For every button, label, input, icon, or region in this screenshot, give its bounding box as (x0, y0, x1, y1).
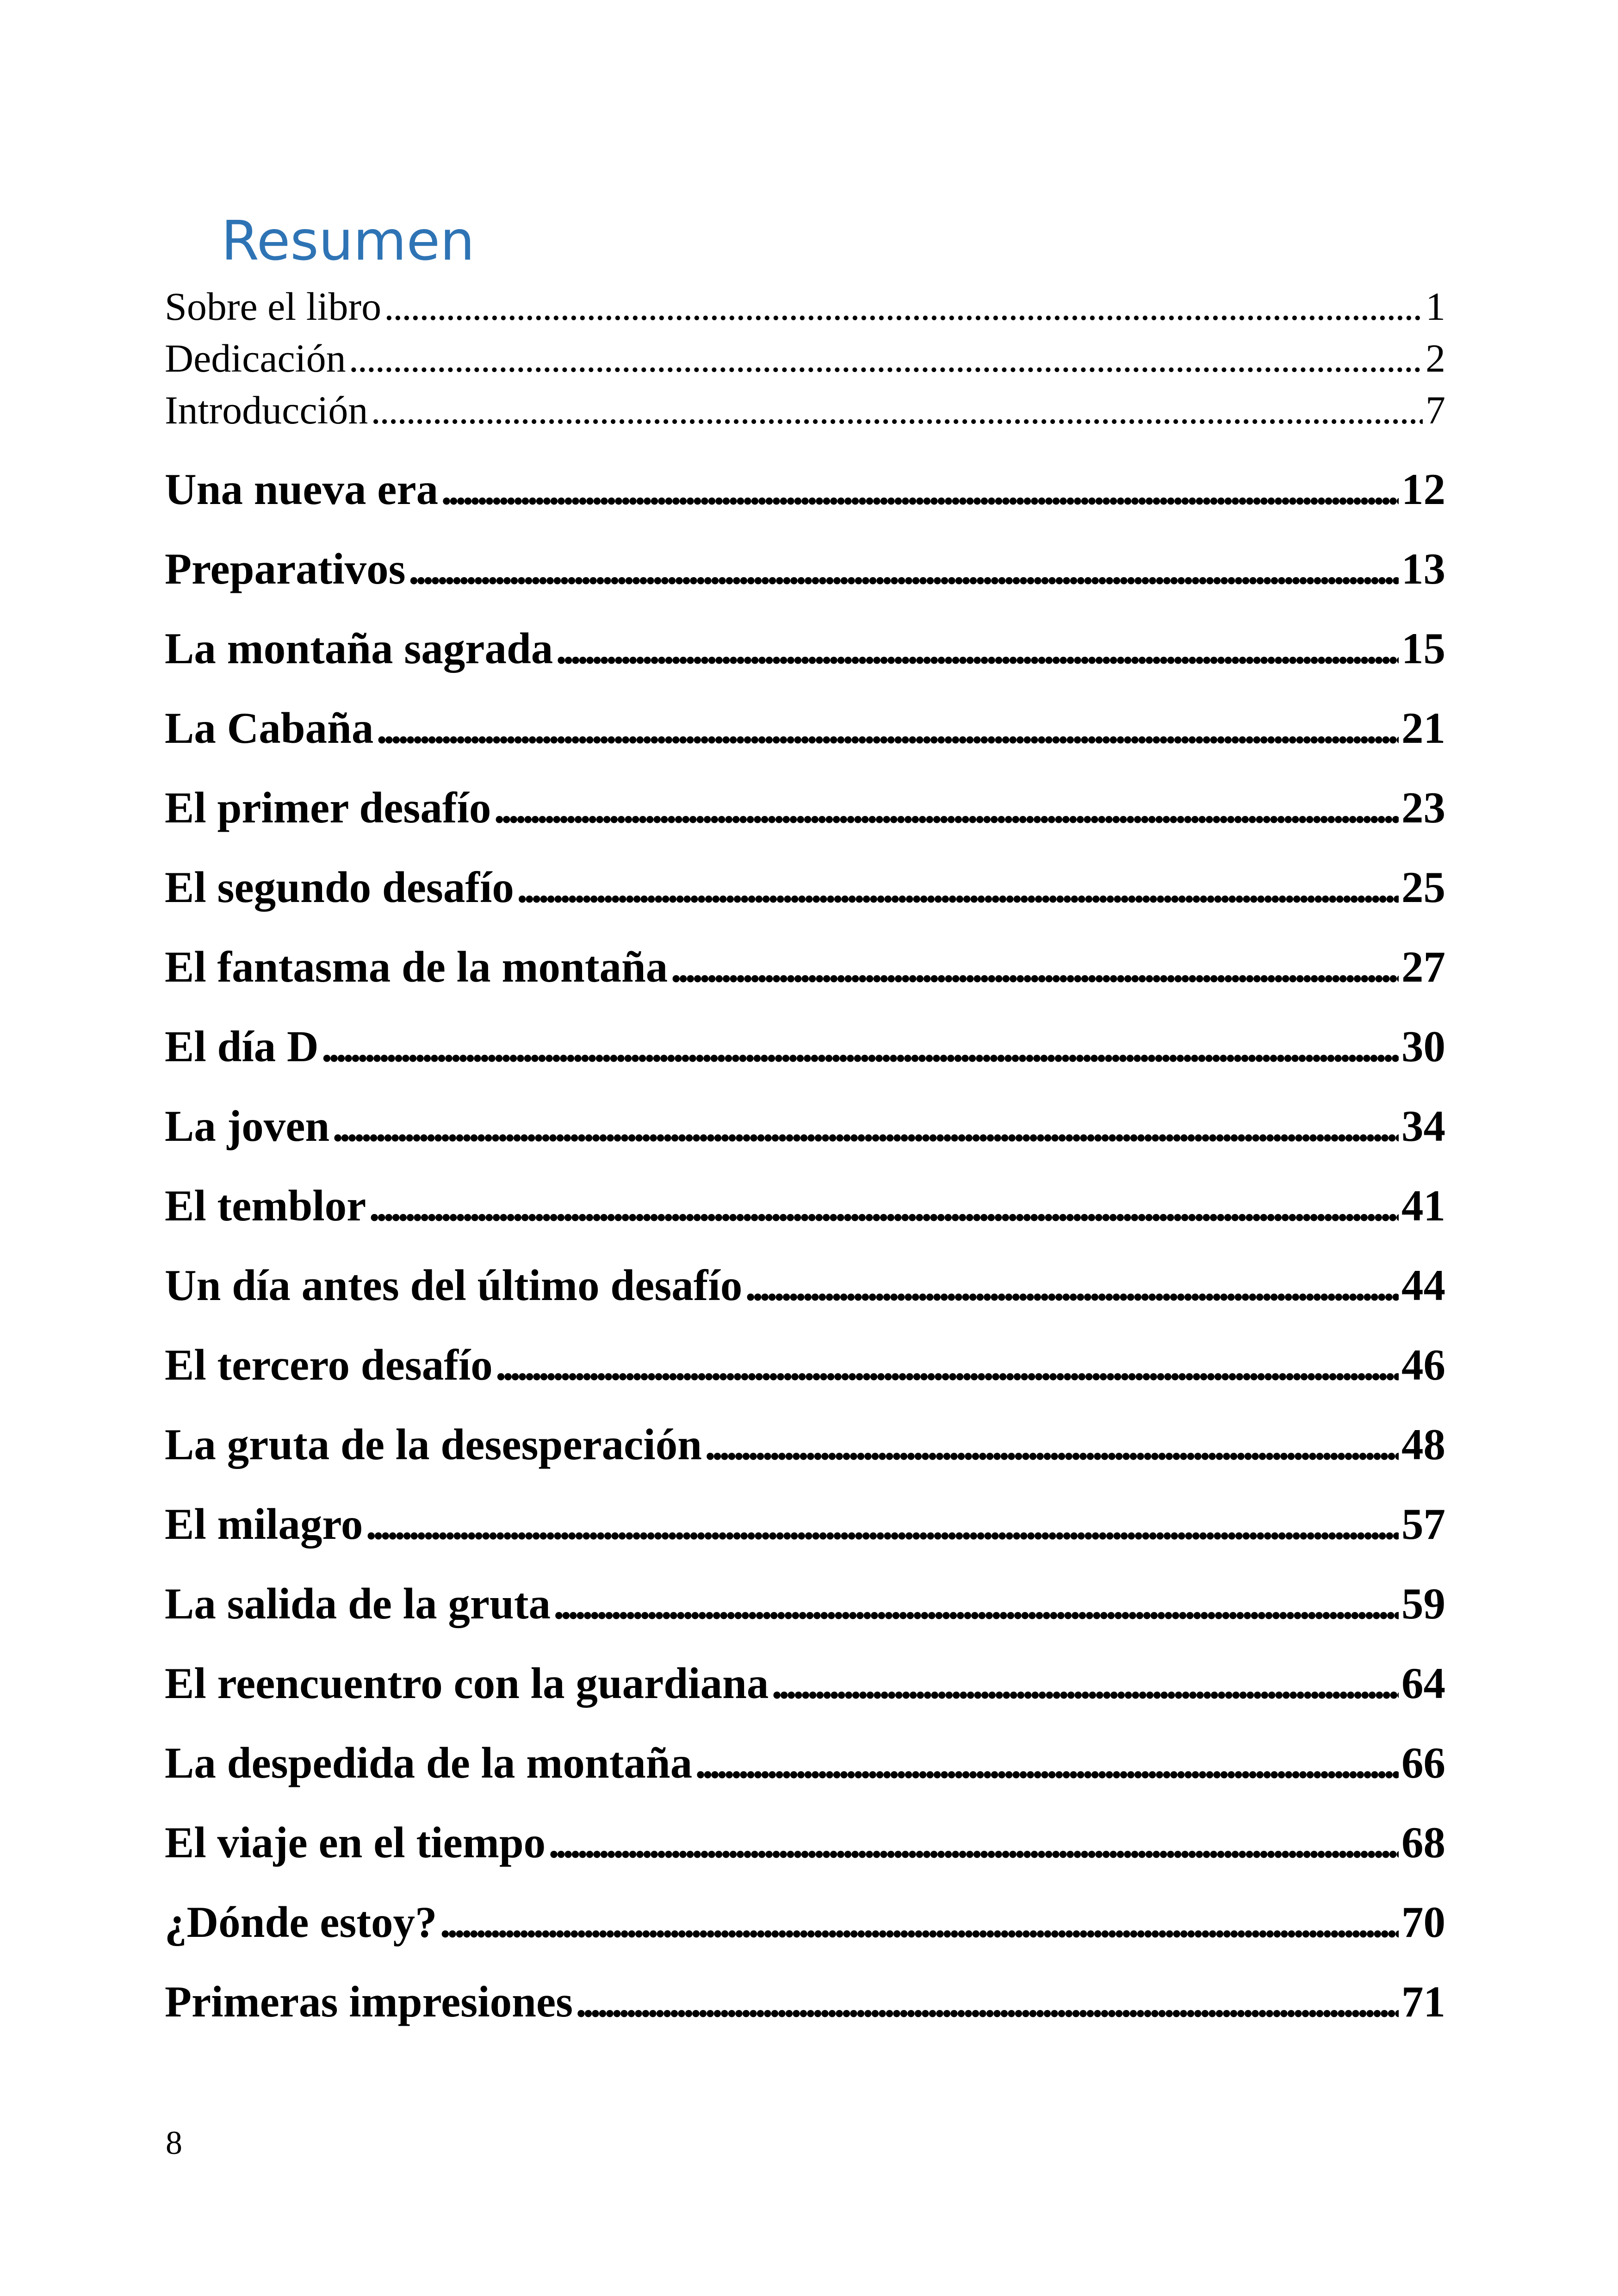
toc-entry-chapter[interactable] (165, 1018, 1445, 1076)
toc-entry-page: 68 (1401, 1818, 1445, 1867)
toc-entry-chapter[interactable] (165, 1416, 1445, 1474)
toc-entry-page: 30 (1401, 1022, 1445, 1071)
toc-entry-page: 12 (1401, 465, 1445, 514)
dot-leader (332, 1097, 1399, 1155)
toc-entry-page: 2 (1426, 336, 1445, 380)
toc-entry-page: 13 (1401, 544, 1445, 593)
toc-entry-label: La salida de la gruta (165, 1579, 551, 1628)
dot-leader (576, 1973, 1399, 2031)
table-of-contents (165, 0, 1445, 2296)
toc-entry-label: Dedicación (165, 336, 346, 380)
dot-leader (369, 1177, 1399, 1235)
toc-entry-chapter[interactable] (165, 620, 1445, 678)
toc-entry-chapter[interactable] (165, 779, 1445, 837)
toc-entry-label: La despedida de la montaña (165, 1738, 693, 1787)
toc-entry-chapter[interactable] (165, 1336, 1445, 1394)
dot-leader (440, 1893, 1399, 1951)
dot-leader (745, 1257, 1399, 1314)
toc-entry-page: 1 (1426, 284, 1445, 329)
toc-entry-label: Preparativos (165, 544, 406, 593)
dot-leader (384, 280, 1423, 332)
toc-entry-page: 64 (1401, 1659, 1445, 1708)
dot-leader (349, 332, 1423, 384)
toc-entry-page: 34 (1401, 1101, 1445, 1151)
toc-entry-label: La montaña sagrada (165, 624, 553, 673)
toc-entry-front[interactable] (165, 332, 1445, 384)
toc-entry-page: 46 (1401, 1340, 1445, 1389)
toc-entry-chapter[interactable] (165, 1177, 1445, 1235)
toc-entry-chapter[interactable] (165, 1893, 1445, 1951)
toc-entry-label: ¿Dónde estoy? (165, 1898, 437, 1947)
toc-entry-chapter[interactable] (165, 938, 1445, 996)
dot-leader (548, 1814, 1399, 1872)
toc-title: Resumen (221, 209, 475, 273)
toc-entry-page: 57 (1401, 1500, 1445, 1549)
dot-leader (553, 1575, 1399, 1633)
toc-entry-label: El milagro (165, 1500, 363, 1549)
toc-entry-chapter[interactable] (165, 1257, 1445, 1314)
toc-entry-label: El temblor (165, 1181, 366, 1230)
toc-entry-label: El segundo desafío (165, 863, 514, 912)
dot-leader (517, 859, 1399, 916)
toc-entry-page: 44 (1401, 1261, 1445, 1310)
toc-entry-label: El fantasma de la montaña (165, 942, 668, 991)
toc-entry-page: 21 (1401, 703, 1445, 753)
dot-leader (496, 1336, 1399, 1394)
dot-leader (670, 938, 1399, 996)
toc-entry-page: 23 (1401, 783, 1445, 832)
toc-entry-label: El reencuentro con la guardiana (165, 1659, 769, 1708)
dot-leader (556, 620, 1399, 678)
toc-entry-label: Introducción (165, 388, 368, 432)
toc-entry-page: 27 (1401, 942, 1445, 991)
page-number: 8 (166, 2124, 182, 2161)
toc-entry-chapter[interactable] (165, 1655, 1445, 1712)
toc-entry-label: El día D (165, 1022, 319, 1071)
toc-entry-page: 7 (1426, 388, 1445, 432)
toc-entry-label: Un día antes del último desafío (165, 1261, 743, 1310)
toc-entry-front[interactable] (165, 280, 1445, 332)
toc-entry-label: El viaje en el tiempo (165, 1818, 546, 1867)
toc-entry-front[interactable] (165, 384, 1445, 436)
toc-entry-chapter[interactable] (165, 699, 1445, 757)
toc-entry-page: 59 (1401, 1579, 1445, 1628)
toc-entry-chapter[interactable] (165, 1097, 1445, 1155)
toc-entry-chapter[interactable] (165, 859, 1445, 916)
toc-entry-label: El tercero desafío (165, 1340, 493, 1389)
toc-entry-page: 41 (1401, 1181, 1445, 1230)
toc-entry-chapter[interactable] (165, 460, 1445, 518)
toc-entry-page: 15 (1401, 624, 1445, 673)
toc-entry-chapter[interactable] (165, 1495, 1445, 1553)
toc-entry-chapter[interactable] (165, 540, 1445, 598)
dot-leader (366, 1495, 1399, 1553)
toc-entry-chapter[interactable] (165, 1814, 1445, 1872)
dot-leader (771, 1655, 1399, 1712)
dot-leader (371, 384, 1423, 436)
dot-leader (322, 1018, 1399, 1076)
dot-leader (376, 699, 1399, 757)
toc-entry-page: 70 (1401, 1898, 1445, 1947)
dot-leader (409, 540, 1399, 598)
toc-entry-page: 66 (1401, 1738, 1445, 1787)
toc-entry-page: 48 (1401, 1420, 1445, 1469)
toc-entry-page: 71 (1401, 1977, 1445, 2026)
toc-entry-label: La Cabaña (165, 703, 374, 753)
dot-leader (441, 460, 1399, 518)
toc-entry-page: 25 (1401, 863, 1445, 912)
dot-leader (695, 1734, 1399, 1792)
toc-entry-label: La gruta de la desesperación (165, 1420, 702, 1469)
toc-entry-label: La joven (165, 1101, 330, 1151)
toc-entry-label: Primeras impresiones (165, 1977, 573, 2026)
toc-entry-label: El primer desafío (165, 783, 491, 832)
toc-entry-label: Sobre el libro (165, 284, 382, 329)
toc-entry-label: Una nueva era (165, 465, 439, 514)
dot-leader (705, 1416, 1399, 1474)
toc-entry-chapter[interactable] (165, 1734, 1445, 1792)
toc-entry-chapter[interactable] (165, 1973, 1445, 2031)
dot-leader (494, 779, 1399, 837)
toc-entry-chapter[interactable] (165, 1575, 1445, 1633)
